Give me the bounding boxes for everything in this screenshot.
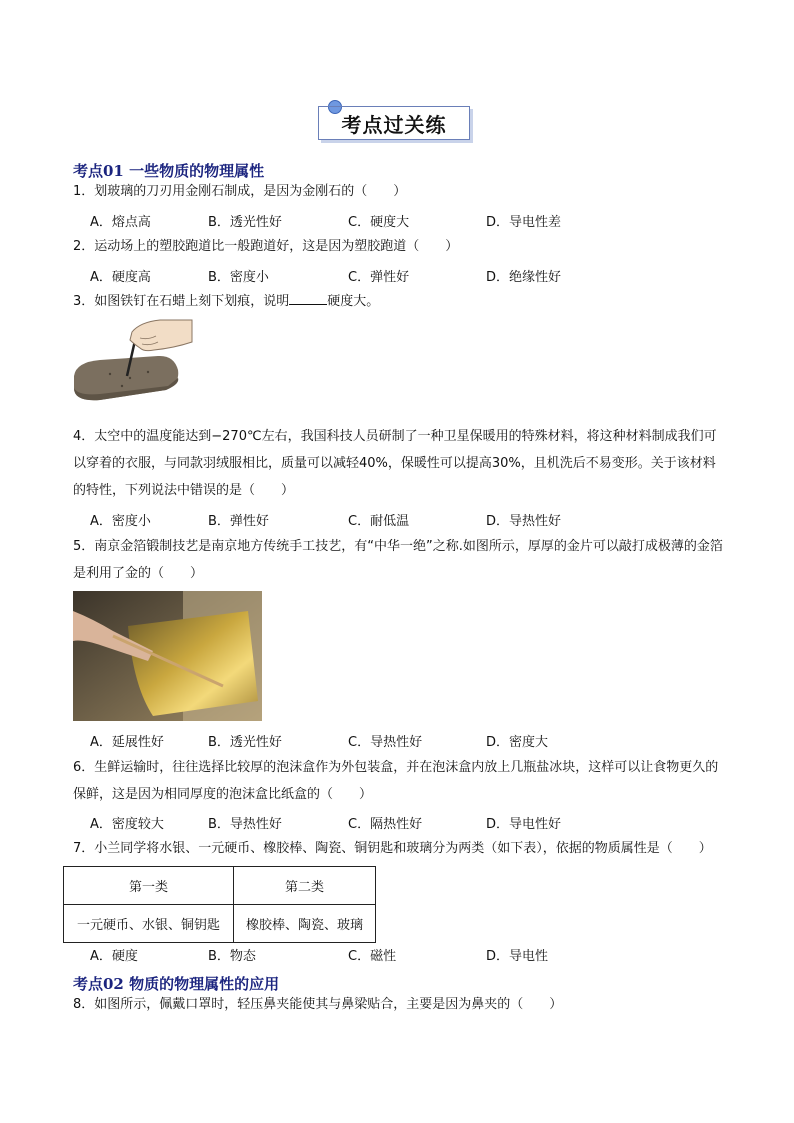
hand xyxy=(130,320,192,351)
option-b[interactable]: B．导热性好 xyxy=(208,817,282,832)
table-header-cell: 第一类 xyxy=(64,867,234,905)
option-a[interactable]: A．硬度 xyxy=(90,949,138,964)
question-3-stem-b: 硬度大。 xyxy=(327,294,380,309)
option-c[interactable]: C．磁性 xyxy=(348,949,397,964)
nail-scratch-illustration xyxy=(70,318,195,403)
option-d[interactable]: D．绝缘性好 xyxy=(486,270,562,285)
classification-table xyxy=(63,866,376,943)
question-8: 8．如图所示，佩戴口罩时，轻压鼻夹能使其与鼻梁贴合，主要是因为鼻夹的（ ） xyxy=(73,997,563,1012)
table-header-cell: 第二类 xyxy=(234,867,376,905)
answer-blank[interactable] xyxy=(289,304,327,305)
page-title: 考点过关练 xyxy=(318,106,470,140)
option-b[interactable]: B．物态 xyxy=(208,949,256,964)
option-a[interactable]: A．密度小 xyxy=(90,514,151,529)
question-3 xyxy=(73,293,379,311)
option-d[interactable]: D．导热性好 xyxy=(486,514,562,529)
question-7: 7．小兰同学将水银、一元硬币、橡胶棒、陶瓷、铜钥匙和玻璃分为两类（如下表），依据的物质属性是（ ） xyxy=(73,841,712,856)
question-1: 1．划玻璃的刀刃用金刚石制成，是因为金刚石的（ ） xyxy=(73,184,407,199)
question-2-options xyxy=(90,266,740,284)
option-b[interactable]: B．透光性好 xyxy=(208,215,282,230)
option-d[interactable]: D．导电性差 xyxy=(486,215,562,230)
table-cell: 一元硬币、水银、铜钥匙 xyxy=(64,905,234,943)
option-a[interactable]: A．延展性好 xyxy=(90,735,164,750)
option-b[interactable]: B．透光性好 xyxy=(208,735,282,750)
option-d[interactable]: D．导电性好 xyxy=(486,817,562,832)
option-c[interactable]: C．弹性好 xyxy=(348,270,410,285)
option-a[interactable]: A．熔点高 xyxy=(90,215,151,230)
section-title-1: 考点01 一些物质的物理属性 xyxy=(73,162,265,180)
question-6-options xyxy=(90,813,740,831)
question-4: 4．太空中的温度能达到−270℃左右，我国科技人员研制了一种卫星保暖用的特殊材料，将这种材料制成我们可以穿着的衣服，与同款羽绒服相比，质量可以减轻40%，保暖性可以提高30%，且机洗后不易变形。关于该材料的特性，下列说法中错误的是（ ） xyxy=(73,429,717,498)
table-header-row xyxy=(64,867,376,905)
question-6: 6．生鲜运输时，往往选择比较厚的泡沫盒作为外包装盒，并在泡沫盒内放上几瓶盐冰块，这样可以让食物更久的保鲜，这是因为相同厚度的泡沫盒比纸盒的（ ） xyxy=(73,760,719,802)
option-d[interactable]: D．导电性 xyxy=(486,949,549,964)
option-d[interactable]: D．密度大 xyxy=(486,735,549,750)
option-b[interactable]: B．弹性好 xyxy=(208,514,269,529)
section-title-2: 考点02 物质的物理属性的应用 xyxy=(73,975,280,993)
option-c[interactable]: C．导热性好 xyxy=(348,735,423,750)
gold-leaf-photo xyxy=(73,591,262,721)
option-c[interactable]: C．隔热性好 xyxy=(348,817,423,832)
table-cell: 橡胶棒、陶瓷、玻璃 xyxy=(234,905,376,943)
option-b[interactable]: B．密度小 xyxy=(208,270,269,285)
question-1-options xyxy=(90,211,740,229)
option-a[interactable]: A．硬度高 xyxy=(90,270,151,285)
table-row xyxy=(64,905,376,943)
gold-leaf xyxy=(128,611,258,716)
question-4-options xyxy=(90,510,740,528)
question-5-options xyxy=(90,731,740,749)
option-a[interactable]: A．密度较大 xyxy=(90,817,164,832)
option-c[interactable]: C．硬度大 xyxy=(348,215,410,230)
question-5: 5．南京金箔锻制技艺是南京地方传统手工技艺，有“中华一绝”之称.如图所示，厚厚的金片可以敲打成极薄的金箔是利用了金的（ ） xyxy=(73,539,723,581)
question-2: 2．运动场上的塑胶跑道比一般跑道好，这是因为塑胶跑道（ ） xyxy=(73,239,459,254)
question-7-options xyxy=(90,945,740,963)
option-c[interactable]: C．耐低温 xyxy=(348,514,410,529)
question-3-stem-a: 3．如图铁钉在石蜡上刻下划痕，说明 xyxy=(73,294,290,309)
